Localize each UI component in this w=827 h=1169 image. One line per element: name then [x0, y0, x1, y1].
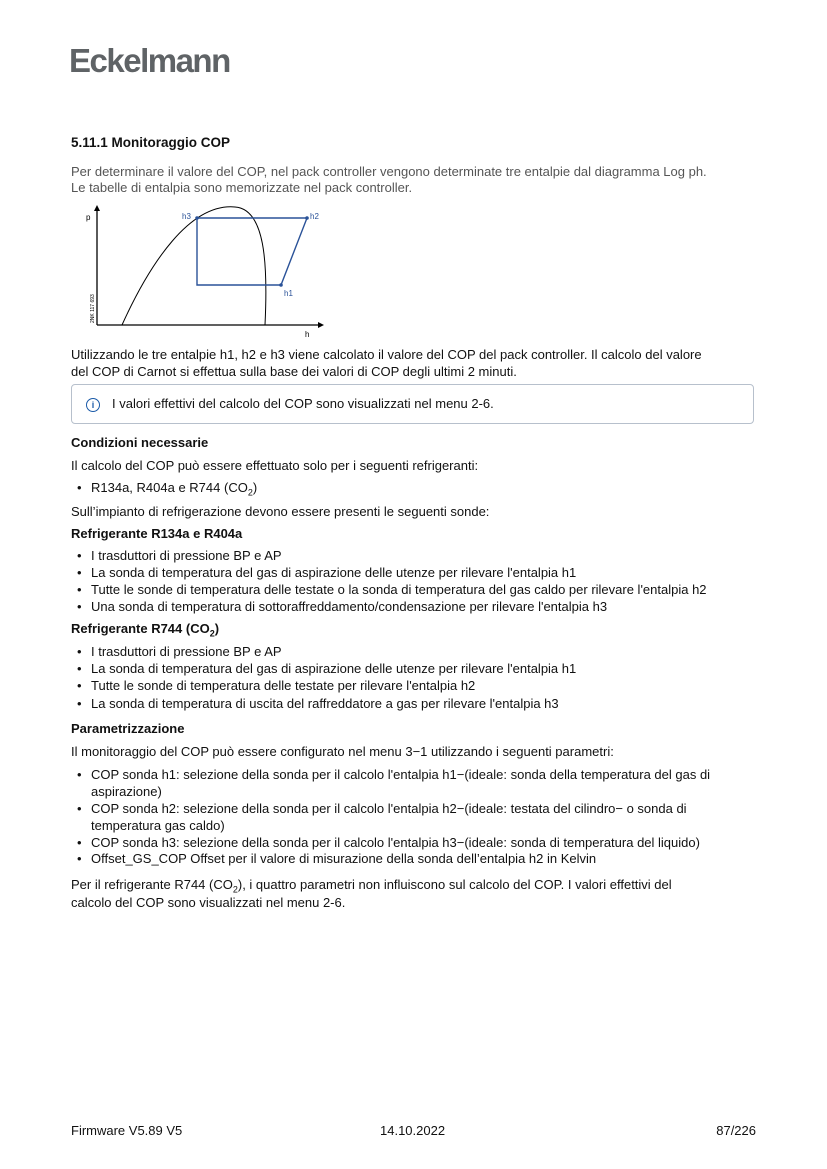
sonde-text: Sull’impianto di refrigerazione devono essere presenti le seguenti sonde: — [71, 504, 490, 519]
list-item: • Tutte le sonde di temperatura delle testate per rilevare l'entalpia h2 — [77, 677, 475, 694]
figure-ref: 2NK 117 693 — [90, 294, 96, 323]
list-item: • COP sonda h1: selezione della sonda per il calcolo l'entalpia h1−(ideale: sonda della temperatura del gas di — [77, 766, 710, 783]
list-item: • Una sonda di temperatura di sottoraffreddamento/condensazione per rilevare l'entalpia h3 — [77, 598, 607, 615]
list-item: • I trasduttori di pressione BP e AP — [77, 643, 282, 660]
final-text: Per il refrigerante R744 (CO — [71, 877, 233, 892]
info-icon: i — [86, 398, 100, 412]
subscript: 2 — [247, 487, 253, 498]
param-text: Il monitoraggio del COP può essere configurato nel menu 3−1 utilizzando i seguenti parametri: — [71, 744, 614, 759]
footer-date: 14.10.2022 — [380, 1123, 446, 1138]
refrigerant-bullet — [77, 479, 257, 502]
section-heading: 5.11.1 Monitoraggio COP — [71, 135, 231, 150]
intro-line-1: Per determinare il valore del COP, nel pack controller vengono determinate tre entalpie dal diagramma Log ph. — [71, 164, 707, 179]
bullet-text-end: ) — [252, 480, 258, 495]
intro-line-2: Le tabelle di entalpia sono memorizzate nel pack controller. — [71, 180, 413, 195]
list-item-cont: aspirazione) — [91, 784, 162, 799]
p-axis-arrow — [94, 205, 100, 211]
h-axis-arrow — [318, 322, 324, 328]
h1-point — [279, 283, 283, 287]
eckelmann-logo: Eckelmann — [69, 42, 230, 79]
title-text-end: ) — [214, 621, 220, 636]
list-item: • La sonda di temperatura del gas di aspirazione delle utenze per rilevare l'entalpia h1 — [77, 564, 576, 581]
info-text: I valori effettivi del calcolo del COP sono visualizzati nel menu 2-6. — [112, 396, 494, 411]
h3-point — [195, 216, 199, 220]
h1-label: h1 — [284, 289, 293, 298]
bullet-text: R134a, R404a e R744 (CO — [91, 480, 248, 495]
list-item: • La sonda di temperatura del gas di aspirazione delle utenze per rilevare l'entalpia h1 — [77, 660, 576, 677]
h-label: h — [305, 330, 310, 339]
h2-label: h2 — [310, 212, 319, 221]
list-item: • Tutte le sonde di temperatura delle testate o la sonda di temperatura del gas caldo per rilevare l'entalpia h2 — [77, 581, 707, 598]
cop-cycle — [197, 218, 307, 285]
para2-line-1: Utilizzando le tre entalpie h1, h2 e h3 viene calcolato il valore del COP del pack controller. Il calcolo del valore — [71, 347, 702, 362]
cond-title: Condizioni necessarie — [71, 435, 209, 450]
subscript: 2 — [232, 884, 238, 895]
info-box — [71, 384, 754, 424]
cond-text: Il calcolo del COP può essere effettuato solo per i seguenti refrigeranti: — [71, 458, 479, 473]
h3-label: h3 — [182, 212, 191, 221]
param-title: Parametrizzazione — [71, 721, 185, 736]
list-item: • COP sonda h2: selezione della sonda per il calcolo l'entalpia h2−(ideale: testata del cilindro− o sonda di — [77, 800, 687, 817]
footer-page-number: 87/226 — [716, 1123, 756, 1138]
final-text-end: ), i quattro parametri non influiscono sul calcolo del COP. I valori effettivi del — [237, 877, 672, 892]
r134-title: Refrigerante R134a e R404a — [71, 526, 243, 541]
log-ph-diagram — [80, 203, 330, 343]
para2-line-2: del COP di Carnot si effettua sulla base dei valori di COP degli ultimi 2 minuti. — [71, 364, 517, 379]
subscript: 2 — [209, 628, 215, 639]
h2-point — [305, 216, 309, 220]
saturation-curve — [122, 207, 266, 325]
p-label: p — [86, 213, 91, 222]
final-line-2: calcolo del COP sono visualizzati nel menu 2-6. — [71, 895, 346, 910]
list-item: • La sonda di temperatura di uscita del raffreddatore a gas per rilevare l'entalpia h3 — [77, 695, 559, 712]
footer-firmware: Firmware V5.89 V5 — [71, 1123, 183, 1138]
list-item: • Offset_GS_COP Offset per il valore di misurazione della sonda dell’entalpia h2 in Kelvin — [77, 850, 596, 867]
r744-title — [71, 620, 219, 643]
list-item: • COP sonda h3: selezione della sonda per il calcolo l'entalpia h3−(ideale: sonda di temperatura del liquido) — [77, 834, 700, 851]
list-item-cont: temperatura gas caldo) — [91, 818, 225, 833]
list-item: • I trasduttori di pressione BP e AP — [77, 547, 282, 564]
title-text: Refrigerante R744 (CO — [71, 621, 210, 636]
